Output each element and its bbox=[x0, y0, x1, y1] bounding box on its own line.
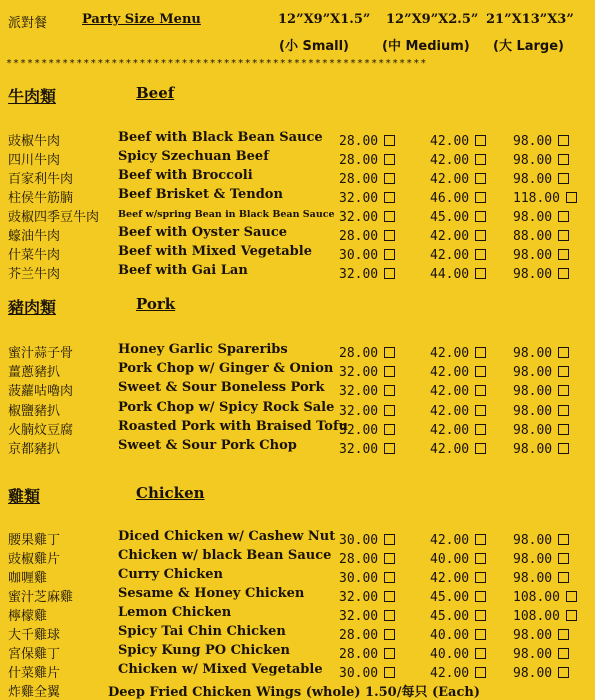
dish-name-zh: 柱侯牛筋腩 bbox=[8, 191, 74, 206]
price-cell bbox=[513, 225, 569, 244]
dish-name-zh: 豉椒雞片 bbox=[8, 552, 61, 567]
order-checkbox[interactable] bbox=[384, 192, 395, 203]
order-checkbox[interactable] bbox=[558, 347, 569, 358]
price-value: 32.00 bbox=[339, 423, 379, 438]
dish-name-en: Spicy Kung PO Chicken bbox=[118, 643, 290, 658]
price-value: 40.00 bbox=[430, 552, 470, 567]
price-value: 98.00 bbox=[513, 666, 553, 681]
price-cell bbox=[513, 529, 569, 548]
price-cell bbox=[513, 361, 569, 380]
price-value: 98.00 bbox=[513, 248, 553, 263]
dish-name-en: Chicken w/ black Bean Sauce bbox=[118, 548, 332, 563]
order-checkbox[interactable] bbox=[558, 366, 569, 377]
price-cell bbox=[339, 130, 391, 149]
price-cell bbox=[339, 168, 391, 187]
price-value: 42.00 bbox=[430, 404, 470, 419]
section-title-en: Chicken bbox=[136, 484, 205, 502]
price-value: 30.00 bbox=[339, 571, 379, 586]
price-value: 108.00 bbox=[513, 590, 560, 605]
order-checkbox[interactable] bbox=[475, 154, 486, 165]
price-cell bbox=[339, 342, 391, 361]
price-cell bbox=[339, 206, 391, 225]
price-value: 98.00 bbox=[513, 346, 553, 361]
order-checkbox[interactable] bbox=[475, 629, 486, 640]
price-cell bbox=[430, 187, 482, 206]
order-checkbox[interactable] bbox=[558, 173, 569, 184]
dish-name-zh: 蜜汁芝麻雞 bbox=[8, 590, 74, 605]
order-checkbox[interactable] bbox=[384, 173, 395, 184]
price-value: 98.00 bbox=[513, 442, 553, 457]
order-checkbox[interactable] bbox=[475, 648, 486, 659]
order-checkbox[interactable] bbox=[384, 135, 395, 146]
order-checkbox[interactable] bbox=[384, 667, 395, 678]
price-value: 32.00 bbox=[339, 404, 379, 419]
order-checkbox[interactable] bbox=[475, 173, 486, 184]
price-cell bbox=[339, 643, 391, 662]
price-value: 32.00 bbox=[339, 590, 379, 605]
order-checkbox[interactable] bbox=[475, 366, 486, 377]
price-value: 30.00 bbox=[339, 248, 379, 263]
price-cell bbox=[339, 529, 391, 548]
menu-title-zh: 派對餐 bbox=[8, 16, 48, 31]
price-cell bbox=[513, 400, 569, 419]
price-cell bbox=[430, 380, 482, 399]
order-checkbox[interactable] bbox=[384, 591, 395, 602]
price-value: 44.00 bbox=[430, 267, 470, 282]
section-title-zh: 牛肉類 bbox=[8, 87, 57, 106]
size-large-dims: 21”X13”X3” bbox=[486, 12, 574, 27]
dish-name-en: Beef with Mixed Vegetable bbox=[118, 244, 312, 259]
order-checkbox[interactable] bbox=[475, 405, 486, 416]
order-checkbox[interactable] bbox=[558, 268, 569, 279]
order-checkbox[interactable] bbox=[384, 553, 395, 564]
footer-item-en: Deep Fried Chicken Wings (whole) 1.50/每只 (Each) bbox=[108, 685, 480, 700]
dish-name-en: Diced Chicken w/ Cashew Nut bbox=[118, 529, 336, 544]
price-cell bbox=[339, 548, 391, 567]
dish-name-en: Beef with Oyster Sauce bbox=[118, 225, 288, 240]
dish-name-zh: 薑蔥豬扒 bbox=[8, 365, 61, 380]
dish-name-zh: 咖喱雞 bbox=[8, 571, 48, 586]
order-checkbox[interactable] bbox=[384, 154, 395, 165]
dish-name-zh: 豉椒牛肉 bbox=[8, 134, 61, 149]
price-cell bbox=[430, 438, 482, 457]
order-checkbox[interactable] bbox=[558, 211, 569, 222]
price-cell bbox=[430, 244, 482, 263]
price-value: 28.00 bbox=[339, 628, 379, 643]
price-cell bbox=[513, 130, 569, 149]
price-value: 98.00 bbox=[513, 365, 553, 380]
order-checkbox[interactable] bbox=[558, 135, 569, 146]
price-value: 32.00 bbox=[339, 609, 379, 624]
price-value: 98.00 bbox=[513, 384, 553, 399]
price-cell bbox=[513, 586, 569, 605]
price-value: 28.00 bbox=[339, 134, 379, 149]
price-cell bbox=[339, 361, 391, 380]
order-checkbox[interactable] bbox=[475, 572, 486, 583]
price-value: 42.00 bbox=[430, 423, 470, 438]
dish-name-en: Beef with Broccoli bbox=[118, 168, 253, 183]
price-value: 98.00 bbox=[513, 533, 553, 548]
order-checkbox[interactable] bbox=[384, 211, 395, 222]
dish-name-en: Pork Chop w/ Spicy Rock Sale bbox=[118, 400, 335, 415]
dish-name-en: Chicken w/ Mixed Vegetable bbox=[118, 662, 323, 677]
dish-name-en: Pork Chop w/ Ginger & Onion bbox=[118, 361, 334, 376]
price-cell bbox=[339, 567, 391, 586]
order-checkbox[interactable] bbox=[475, 135, 486, 146]
size-large-label: (大 Large) bbox=[493, 39, 564, 54]
dish-name-zh: 菠蘿咕嚕肉 bbox=[8, 384, 74, 399]
price-value: 42.00 bbox=[430, 571, 470, 586]
price-cell bbox=[339, 419, 391, 438]
price-value: 32.00 bbox=[339, 210, 379, 225]
order-checkbox[interactable] bbox=[384, 230, 395, 241]
dish-name-zh: 檸檬雞 bbox=[8, 609, 48, 624]
price-cell bbox=[430, 419, 482, 438]
order-checkbox[interactable] bbox=[475, 192, 486, 203]
price-value: 98.00 bbox=[513, 172, 553, 187]
price-value: 42.00 bbox=[430, 365, 470, 380]
order-checkbox[interactable] bbox=[384, 534, 395, 545]
order-checkbox[interactable] bbox=[384, 347, 395, 358]
order-checkbox[interactable] bbox=[558, 648, 569, 659]
dish-name-zh: 椒鹽豬扒 bbox=[8, 404, 61, 419]
price-cell bbox=[513, 206, 569, 225]
price-value: 40.00 bbox=[430, 647, 470, 662]
price-value: 42.00 bbox=[430, 248, 470, 263]
price-cell bbox=[339, 149, 391, 168]
price-value: 98.00 bbox=[513, 267, 553, 282]
dish-name-zh: 大千雞球 bbox=[8, 628, 61, 643]
price-value: 32.00 bbox=[339, 365, 379, 380]
price-value: 30.00 bbox=[339, 666, 379, 681]
price-cell bbox=[513, 187, 569, 206]
order-checkbox[interactable] bbox=[384, 424, 395, 435]
order-checkbox[interactable] bbox=[558, 667, 569, 678]
order-checkbox[interactable] bbox=[475, 230, 486, 241]
dish-name-zh: 什菜牛肉 bbox=[8, 248, 61, 263]
price-value: 88.00 bbox=[513, 229, 553, 244]
price-cell bbox=[339, 624, 391, 643]
dish-name-en: Sweet & Sour Boneless Pork bbox=[118, 380, 325, 395]
order-checkbox[interactable] bbox=[384, 572, 395, 583]
order-checkbox[interactable] bbox=[475, 534, 486, 545]
dish-name-zh: 蠔油牛肉 bbox=[8, 229, 61, 244]
dish-name-en: Beef with Gai Lan bbox=[118, 263, 248, 278]
section-title-zh: 雞類 bbox=[8, 487, 41, 506]
order-checkbox[interactable] bbox=[475, 553, 486, 564]
order-checkbox[interactable] bbox=[558, 534, 569, 545]
price-cell bbox=[513, 168, 569, 187]
price-value: 98.00 bbox=[513, 571, 553, 586]
price-cell bbox=[513, 263, 569, 282]
order-checkbox[interactable] bbox=[384, 648, 395, 659]
price-cell bbox=[513, 624, 569, 643]
price-value: 98.00 bbox=[513, 647, 553, 662]
order-checkbox[interactable] bbox=[558, 249, 569, 260]
price-cell bbox=[430, 400, 482, 419]
order-checkbox[interactable] bbox=[475, 268, 486, 279]
order-checkbox[interactable] bbox=[384, 268, 395, 279]
dish-name-zh: 四川牛肉 bbox=[8, 153, 61, 168]
order-checkbox[interactable] bbox=[558, 572, 569, 583]
price-cell bbox=[513, 149, 569, 168]
price-cell bbox=[339, 662, 391, 681]
order-checkbox[interactable] bbox=[566, 610, 577, 621]
price-cell bbox=[513, 244, 569, 263]
price-value: 32.00 bbox=[339, 442, 379, 457]
price-cell bbox=[430, 263, 482, 282]
price-value: 32.00 bbox=[339, 384, 379, 399]
price-value: 98.00 bbox=[513, 210, 553, 225]
dish-name-en: Honey Garlic Spareribs bbox=[118, 342, 288, 357]
order-checkbox[interactable] bbox=[475, 211, 486, 222]
order-checkbox[interactable] bbox=[558, 154, 569, 165]
price-value: 28.00 bbox=[339, 153, 379, 168]
dish-name-en: Beef with Black Bean Sauce bbox=[118, 130, 323, 145]
dish-name-en: Roasted Pork with Braised Tofu bbox=[118, 419, 349, 434]
price-value: 28.00 bbox=[339, 552, 379, 567]
size-small-dims: 12”X9”X1.5” bbox=[278, 12, 371, 27]
dish-name-en: Curry Chicken bbox=[118, 567, 223, 582]
price-value: 32.00 bbox=[339, 267, 379, 282]
star-divider: ************************************************************ bbox=[6, 58, 428, 69]
price-cell bbox=[339, 225, 391, 244]
dish-name-zh: 京都豬扒 bbox=[8, 442, 61, 457]
dish-name-en: Beef Brisket & Tendon bbox=[118, 187, 283, 202]
size-medium-label: (中 Medium) bbox=[382, 39, 470, 54]
price-value: 42.00 bbox=[430, 172, 470, 187]
price-cell bbox=[430, 206, 482, 225]
price-value: 42.00 bbox=[430, 442, 470, 457]
menu-title-en: Party Size Menu bbox=[82, 12, 201, 27]
price-value: 118.00 bbox=[513, 191, 560, 206]
price-cell bbox=[513, 342, 569, 361]
price-cell bbox=[339, 244, 391, 263]
price-value: 28.00 bbox=[339, 229, 379, 244]
price-cell bbox=[513, 567, 569, 586]
price-cell bbox=[513, 662, 569, 681]
dish-name-en: Sesame & Honey Chicken bbox=[118, 586, 305, 601]
order-checkbox[interactable] bbox=[475, 385, 486, 396]
price-cell bbox=[513, 605, 569, 624]
dish-name-zh: 芥兰牛肉 bbox=[8, 267, 61, 282]
price-cell bbox=[339, 380, 391, 399]
size-medium-dims: 12”X9”X2.5” bbox=[386, 12, 479, 27]
price-value: 45.00 bbox=[430, 590, 470, 605]
section-title-en: Pork bbox=[136, 295, 176, 313]
price-cell bbox=[339, 586, 391, 605]
price-cell bbox=[339, 438, 391, 457]
order-checkbox[interactable] bbox=[384, 366, 395, 377]
price-value: 108.00 bbox=[513, 609, 560, 624]
order-checkbox[interactable] bbox=[384, 405, 395, 416]
price-cell bbox=[430, 586, 482, 605]
dish-name-zh: 什菜雞片 bbox=[8, 666, 61, 681]
price-cell bbox=[339, 263, 391, 282]
price-cell bbox=[430, 662, 482, 681]
order-checkbox[interactable] bbox=[475, 347, 486, 358]
price-cell bbox=[430, 605, 482, 624]
price-cell bbox=[339, 187, 391, 206]
price-value: 42.00 bbox=[430, 134, 470, 149]
price-value: 45.00 bbox=[430, 609, 470, 624]
dish-name-zh: 蜜汁蒜子骨 bbox=[8, 346, 74, 361]
price-cell bbox=[430, 168, 482, 187]
dish-name-en: Sweet & Sour Pork Chop bbox=[118, 438, 297, 453]
order-checkbox[interactable] bbox=[475, 424, 486, 435]
footer-item-zh: 炸雞全翼 bbox=[8, 685, 61, 700]
dish-name-en: Spicy Tai Chin Chicken bbox=[118, 624, 286, 639]
order-checkbox[interactable] bbox=[558, 443, 569, 454]
order-checkbox[interactable] bbox=[475, 249, 486, 260]
price-cell bbox=[513, 643, 569, 662]
price-cell bbox=[430, 567, 482, 586]
price-value: 28.00 bbox=[339, 172, 379, 187]
price-cell bbox=[430, 643, 482, 662]
price-cell bbox=[430, 225, 482, 244]
dish-name-zh: 火腩炆豆腐 bbox=[8, 423, 74, 438]
order-checkbox[interactable] bbox=[475, 667, 486, 678]
price-value: 28.00 bbox=[339, 346, 379, 361]
order-checkbox[interactable] bbox=[558, 230, 569, 241]
order-checkbox[interactable] bbox=[384, 385, 395, 396]
price-cell bbox=[339, 400, 391, 419]
order-checkbox[interactable] bbox=[384, 629, 395, 640]
price-value: 42.00 bbox=[430, 229, 470, 244]
price-value: 32.00 bbox=[339, 191, 379, 206]
dish-name-zh: 腰果雞丁 bbox=[8, 533, 61, 548]
price-cell bbox=[430, 624, 482, 643]
price-value: 30.00 bbox=[339, 533, 379, 548]
price-cell bbox=[513, 380, 569, 399]
price-value: 98.00 bbox=[513, 404, 553, 419]
order-checkbox[interactable] bbox=[558, 629, 569, 640]
price-value: 98.00 bbox=[513, 628, 553, 643]
section-title-en: Beef bbox=[136, 84, 175, 102]
price-cell bbox=[430, 529, 482, 548]
dish-name-zh: 宮保雞丁 bbox=[8, 647, 61, 662]
order-checkbox[interactable] bbox=[384, 249, 395, 260]
dish-name-en: Lemon Chicken bbox=[118, 605, 232, 620]
dish-name-zh: 豉椒四季豆牛肉 bbox=[8, 210, 100, 225]
order-checkbox[interactable] bbox=[475, 610, 486, 621]
price-value: 98.00 bbox=[513, 552, 553, 567]
order-checkbox[interactable] bbox=[558, 424, 569, 435]
order-checkbox[interactable] bbox=[384, 443, 395, 454]
price-value: 28.00 bbox=[339, 647, 379, 662]
price-value: 98.00 bbox=[513, 153, 553, 168]
dish-name-en: Beef w/spring Bean in Black Bean Sauce bbox=[118, 209, 335, 220]
price-cell bbox=[513, 438, 569, 457]
order-checkbox[interactable] bbox=[475, 591, 486, 602]
order-checkbox[interactable] bbox=[384, 610, 395, 621]
price-value: 42.00 bbox=[430, 384, 470, 399]
price-value: 42.00 bbox=[430, 346, 470, 361]
price-cell bbox=[430, 361, 482, 380]
price-value: 42.00 bbox=[430, 533, 470, 548]
price-value: 42.00 bbox=[430, 666, 470, 681]
order-checkbox[interactable] bbox=[475, 443, 486, 454]
price-value: 98.00 bbox=[513, 134, 553, 149]
section-title-zh: 豬肉類 bbox=[8, 298, 57, 317]
order-checkbox[interactable] bbox=[558, 553, 569, 564]
dish-name-en: Spicy Szechuan Beef bbox=[118, 149, 269, 164]
price-cell bbox=[339, 605, 391, 624]
price-cell bbox=[430, 149, 482, 168]
price-cell bbox=[430, 342, 482, 361]
size-small-label: (小 Small) bbox=[279, 39, 350, 54]
order-checkbox[interactable] bbox=[558, 385, 569, 396]
price-value: 46.00 bbox=[430, 191, 470, 206]
price-cell bbox=[513, 548, 569, 567]
price-cell bbox=[513, 419, 569, 438]
price-value: 98.00 bbox=[513, 423, 553, 438]
price-cell bbox=[430, 130, 482, 149]
order-checkbox[interactable] bbox=[558, 405, 569, 416]
price-value: 45.00 bbox=[430, 210, 470, 225]
price-value: 42.00 bbox=[430, 153, 470, 168]
order-checkbox[interactable] bbox=[566, 591, 577, 602]
price-cell bbox=[430, 548, 482, 567]
price-value: 40.00 bbox=[430, 628, 470, 643]
order-checkbox[interactable] bbox=[566, 192, 577, 203]
dish-name-zh: 百家利牛肉 bbox=[8, 172, 74, 187]
